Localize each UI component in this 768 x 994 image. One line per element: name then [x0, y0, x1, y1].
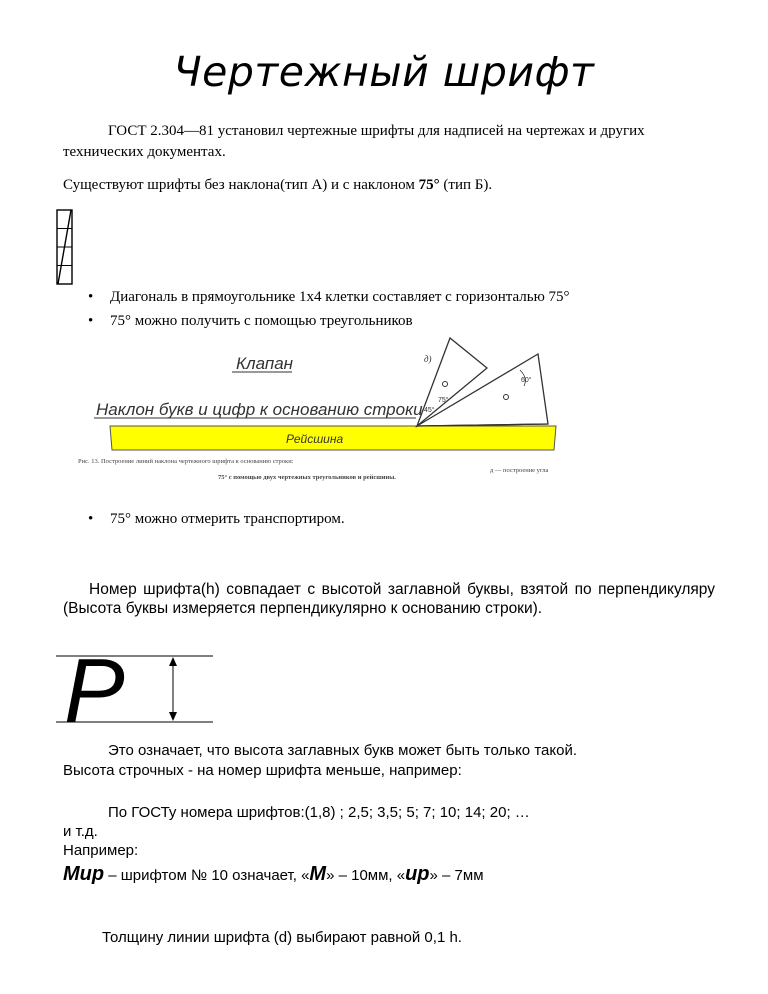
triangles-figure [78, 332, 564, 494]
bullet-dot-icon: • [88, 511, 94, 527]
figure-label-klapan: Клапан [236, 354, 294, 373]
example-line: Мир – шрифтом № 10 означает, «М» – 10мм, «ир» – 7мм [63, 863, 484, 885]
gost-sizes-paragraph: По ГОСТу номера шрифтов:(1,8) ; 2,5; 3,5; 5; 7; 10; 14; 20; … и т.д. Например: [63, 804, 530, 859]
arrow-up-icon [169, 657, 177, 666]
font-number-paragraph: Номер шрифта(h) совпадает с высотой заглавной буквы, взятой по перпендикуляру (Высота буквы измеряется перпендикулярно к основанию строки). [63, 581, 715, 617]
arrow-down-icon [169, 712, 177, 721]
font-types-text-before: Существуют шрифты без наклона(тип А) и с наклоном [63, 177, 419, 193]
bullet-item: • Диагональ в прямоугольнике 1х4 клетки составляет с горизонталью 75° [88, 289, 570, 305]
letter-height-diagram [56, 650, 216, 730]
intro-paragraph: ГОСТ 2.304—81 установил чертежные шрифты для надписей на чертежах и других технических документах. [63, 123, 645, 160]
figure-label-naklon: Наклон букв и цифр к основанию строки [96, 400, 423, 419]
page-title: Чертежный шрифт [173, 48, 595, 96]
figure-caption-line2: 75° с помощью двух чертежных треугольников и рейсшины. [218, 474, 396, 481]
bullet-dot-icon: • [88, 289, 94, 305]
figure-angle-60: 60° [521, 377, 532, 384]
figure-angle-75: 75° [438, 397, 449, 404]
font-types-text-after: (тип Б). [439, 177, 493, 193]
bullet-item: • 75° можно отмерить транспортиром. [88, 511, 345, 527]
letter-sample: P [64, 650, 125, 730]
font-types-paragraph [63, 177, 492, 194]
example-word: Мир [63, 863, 105, 885]
example-lowercase: ир [405, 863, 430, 885]
height-paragraph: Это означает, что высота заглавных букв может быть только такой. Высота строчных - на номер шрифта меньше, например: [63, 742, 577, 779]
figure-label-reishina: Рейсшина [286, 432, 344, 446]
bullet-dot-icon: • [88, 313, 94, 329]
grid-diagonal-diagram [56, 209, 74, 287]
figure-caption-right: д — построение угла [490, 467, 549, 474]
figure-caption-line1: Рис. 13. Построение линий наклона чертежного шрифта к основанию строки: [78, 458, 294, 465]
example-capital: М [309, 863, 327, 885]
thickness-paragraph: Толщину линии шрифта (d) выбирают равной 0,1 h. [102, 929, 462, 946]
bullet-item: • 75° можно получить с помощью треугольников [88, 313, 413, 329]
figure-angle-45: 45° [424, 407, 435, 414]
figure-label-d: д) [424, 354, 432, 364]
font-types-angle: 75° [418, 177, 440, 193]
